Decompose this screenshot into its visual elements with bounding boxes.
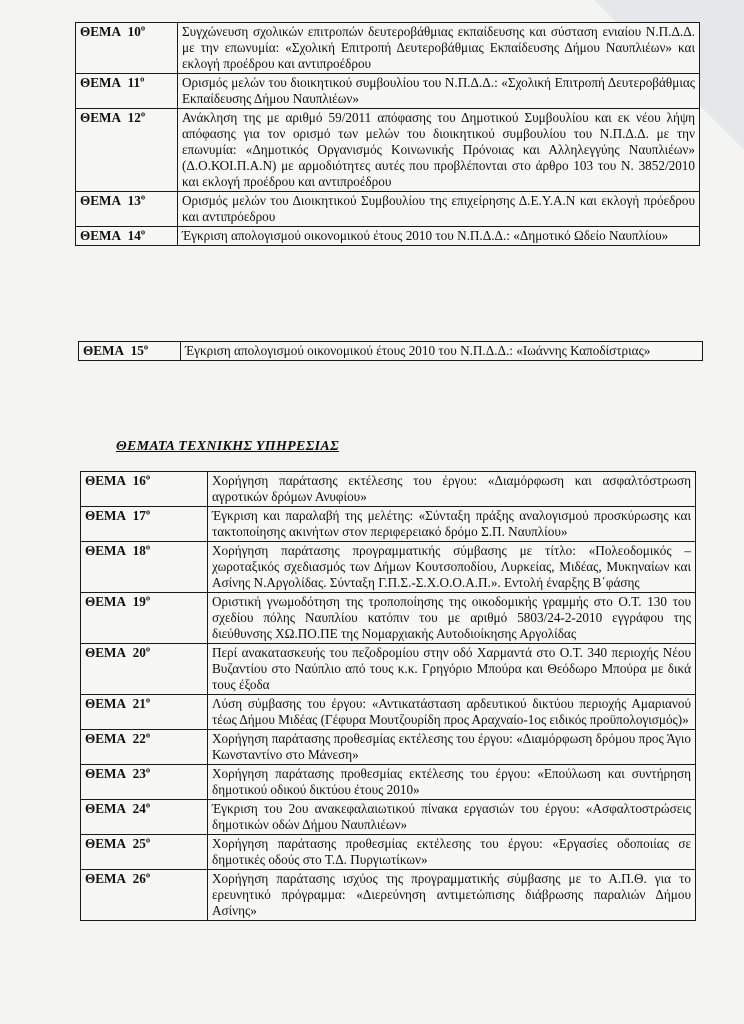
item-label: ΘΕΜΑ	[85, 801, 127, 816]
agenda-row	[81, 870, 696, 921]
item-number-cell	[81, 870, 208, 921]
item-number-cell	[81, 644, 208, 695]
item-number-cell	[76, 109, 178, 192]
agenda-row	[81, 695, 696, 730]
item-number-ordinal: ο	[140, 226, 146, 237]
item-number-cell	[81, 542, 208, 593]
item-number-ordinal: ο	[145, 643, 151, 654]
item-number-ordinal: ο	[145, 729, 151, 740]
item-number: 10	[127, 24, 141, 39]
agenda-row	[81, 800, 696, 835]
agenda-table-technical	[80, 471, 696, 921]
agenda-row	[76, 192, 700, 227]
item-description: Χορήγηση παράτασης ισχύος της προγραμματικής σύμβασης με το Α.Π.Θ. για το ερευνητικό πρόγραμμα: «Διερεύνηση αντιμετώπισης διάβρωσης παραλιών Δήμου Ασίνης»	[208, 870, 696, 921]
item-description: Χορήγηση παράτασης εκτέλεσης του έργου: «Διαμόρφωση και ασφαλτόστρωση αγροτικών δρόμων Ανυφίου»	[208, 472, 696, 507]
item-number-ordinal: ο	[145, 764, 151, 775]
agenda-row	[81, 542, 696, 593]
item-number: 22	[132, 731, 146, 746]
item-number-cell	[81, 507, 208, 542]
agenda-row	[81, 765, 696, 800]
agenda-row	[76, 23, 700, 74]
item-description: Συγχώνευση σχολικών επιτροπών δευτεροβάθμιας εκπαίδευσης και σύσταση ενιαίου Ν.Π.Δ.Δ. με την επωνυμία: «Σχολική Επιτροπή Δευτεροβάθμιας Εκπαίδευσης Δήμου Ναυπλιέων» και εκλογή προέδρου και αντιπροέδρου	[178, 23, 700, 74]
item-label: ΘΕΜΑ	[85, 696, 127, 711]
item-description: Ορισμός μελών του διοικητικού συμβουλίου του Ν.Π.Δ.Δ.: «Σχολική Επιτροπή Δευτεροβάθμιας Εκπαίδευσης Δήμου Ναυπλιέων»	[178, 74, 700, 109]
item-label: ΘΕΜΑ	[85, 473, 127, 488]
item-number-ordinal: ο	[145, 799, 151, 810]
item-number-ordinal: ο	[143, 341, 149, 352]
item-label: ΘΕΜΑ	[85, 731, 127, 746]
item-number-ordinal: ο	[145, 869, 151, 880]
agenda-row	[76, 109, 700, 192]
item-number-cell	[81, 695, 208, 730]
item-number: 26	[132, 871, 146, 886]
item-number-cell	[76, 74, 178, 109]
item-number-cell	[76, 23, 178, 74]
agenda-row	[81, 835, 696, 870]
item-number: 19	[132, 594, 146, 609]
item-number-cell	[81, 835, 208, 870]
item-label: ΘΕΜΑ	[80, 110, 122, 125]
item-description: Ορισμός μελών του Διοικητικού Συμβουλίου της επιχείρησης Δ.Ε.Υ.Α.Ν και εκλογή πρόεδρου και αντιπρόεδρου	[178, 192, 700, 227]
item-description: Περί ανακατασκευής του πεζοδρομίου στην οδό Χαρμαντά στο Ο.Τ. 340 περιοχής Νέου Βυζαντίου στο Ναύπλιο από τους κ.κ. Γρηγόριο Μπούρα και Θεόδωρο Μπούρα με δικά τους έξοδα	[208, 644, 696, 695]
agenda-row	[81, 593, 696, 644]
item-label: ΘΕΜΑ	[85, 594, 127, 609]
agenda-row	[81, 644, 696, 695]
item-number-ordinal: ο	[140, 73, 145, 84]
item-label: ΘΕΜΑ	[85, 543, 127, 558]
item-description: Έγκριση απολογισμού οικονομικού έτους 2010 του Ν.Π.Δ.Δ.: «Ιωάννης Καποδίστριας»	[181, 342, 703, 361]
agenda-row	[81, 472, 696, 507]
item-number-ordinal: ο	[145, 592, 151, 603]
item-number-cell	[81, 800, 208, 835]
item-number-cell	[76, 227, 178, 246]
agenda-row	[81, 507, 696, 542]
item-number: 12	[127, 110, 141, 125]
item-number-cell	[81, 593, 208, 644]
item-label: ΘΕΜΑ	[85, 508, 127, 523]
item-number-ordinal: ο	[145, 541, 151, 552]
item-label: ΘΕΜΑ	[80, 24, 122, 39]
section-heading-technical-service: ΘΕΜΑΤΑ ΤΕΧΝΙΚΗΣ ΥΠΗΡΕΣΙΑΣ	[116, 439, 339, 454]
item-label: ΘΕΜΑ	[85, 836, 127, 851]
item-number: 23	[132, 766, 146, 781]
item-label: ΘΕΜΑ	[80, 228, 122, 243]
item-label: ΘΕΜΑ	[83, 343, 125, 358]
item-number: 17	[132, 508, 146, 523]
item-number: 25	[132, 836, 146, 851]
item-description: Οριστική γνωμοδότηση της τροποποίησης της οικοδομικής γραμμής στο Ο.Τ. 130 του σχεδίου πόλης Ναυπλίου κατόπιν του με αριθμό 5803/24-2-2010 εγγράφου της διεύθυνσης ΧΩ.ΠΟ.ΠΕ της Νομαρχιακής Αυτοδιοίκησης Αργολίδας	[208, 593, 696, 644]
item-description: Έγκριση του 2ου ανακεφαλαιωτικού πίνακα εργασιών του έργου: «Ασφαλτοστρώσεις δημοτικών οδών Δήμου Ναυπλιέων»	[208, 800, 696, 835]
item-number: 11	[127, 75, 141, 90]
item-number-ordinal: ο	[145, 471, 151, 482]
item-number: 14	[127, 228, 141, 243]
agenda-table-general	[75, 22, 700, 246]
agenda-row	[76, 74, 700, 109]
item-label: ΘΕΜΑ	[85, 871, 127, 886]
item-number: 20	[132, 645, 146, 660]
item-description: Χορήγηση παράτασης προθεσμίας εκτέλεσης του έργου: «Επούλωση και συντήρηση δημοτικού οδικού δικτύου έτους 2010»	[208, 765, 696, 800]
agenda-table-general-cont	[78, 341, 703, 361]
item-description: Χορήγηση παράτασης προθεσμίας εκτέλεσης του έργου: «Διαμόρφωση δρόμου προς Άγιο Κωνσταντίνο στο Μάνεση»	[208, 730, 696, 765]
item-number-ordinal: ο	[140, 108, 146, 119]
item-number-cell	[76, 192, 178, 227]
item-number: 21	[132, 696, 146, 711]
item-label: ΘΕΜΑ	[85, 645, 127, 660]
item-number: 24	[132, 801, 146, 816]
item-description: Χορήγηση παράτασης προθεσμίας εκτέλεσης του έργου: «Εργασίες οδοποιίας σε δημοτικές οδούς στο Τ.Δ. Πυργιωτίκων»	[208, 835, 696, 870]
item-number-cell	[81, 765, 208, 800]
item-description: Έγκριση απολογισμού οικονομικού έτους 2010 του Ν.Π.Δ.Δ.: «Δημοτικό Ωδείο Ναυπλίου»	[178, 227, 700, 246]
item-number-ordinal: ο	[145, 506, 151, 517]
item-number-ordinal: ο	[145, 694, 151, 705]
item-number: 13	[127, 193, 141, 208]
item-number: 15	[130, 343, 144, 358]
item-number-ordinal: ο	[140, 22, 146, 33]
item-number-ordinal: ο	[140, 191, 146, 202]
item-number: 16	[132, 473, 146, 488]
agenda-row	[81, 730, 696, 765]
item-number-cell	[81, 472, 208, 507]
item-number-ordinal: ο	[145, 834, 151, 845]
item-description: Έγκριση και παραλαβή της μελέτης: «Σύνταξη πράξης αναλογισμού προσκύρωσης και τακτοποίησης ακινήτων στον περιφερειακό δρόμο Σ.Π. Ναυπλίου»	[208, 507, 696, 542]
item-label: ΘΕΜΑ	[80, 193, 122, 208]
item-number-cell	[79, 342, 181, 361]
item-label: ΘΕΜΑ	[80, 75, 122, 90]
item-description: Χορήγηση παράτασης προγραμματικής σύμβασης με τίτλο: «Πολεοδομικός – χωροταξικός σχεδιασμός των Δήμων Κουτσοποδίου, Λυρκείας, Μιδέας, Μυκηναίων και Ασίνης Ν.Αργολίδας. Σύνταξη Γ.Π.Σ.-Σ.Χ.Ο.Ο.Α.Π.». Εντολή έναρξης Β΄φάσης	[208, 542, 696, 593]
item-description: Λύση σύμβασης του έργου: «Αντικατάσταση αρδευτικού δικτύου περιοχής Αμαριανού τέως Δήμου Μιδέας (Γέφυρα Μουτζουρίδη προς Αραχναίο-1ος ειδικός προϋπολογισμός)»	[208, 695, 696, 730]
item-number: 18	[132, 543, 146, 558]
agenda-row	[79, 342, 703, 361]
item-label: ΘΕΜΑ	[85, 766, 127, 781]
agenda-row	[76, 227, 700, 246]
item-description: Ανάκληση της με αριθμό 59/2011 απόφασης του Δημοτικού Συμβουλίου και εκ νέου λήψη απόφασης για τον ορισμό των μελών του διοικητικού συμβουλίου του Ν.Π.Δ.Δ. με την επωνυμία: «Δημοτικός Οργανισμός Κοινωνικής Πρόνοιας και Αλληλεγγύης Ναυπλιέων» (Δ.Ο.ΚΟΙ.Π.Α.Ν) με αρμοδιότητες αυτές που προβλέπονται στο άρθρο 103 του Ν. 3852/2010 και εκλογή προέδρου και αντιπροέδρου	[178, 109, 700, 192]
item-number-cell	[81, 730, 208, 765]
